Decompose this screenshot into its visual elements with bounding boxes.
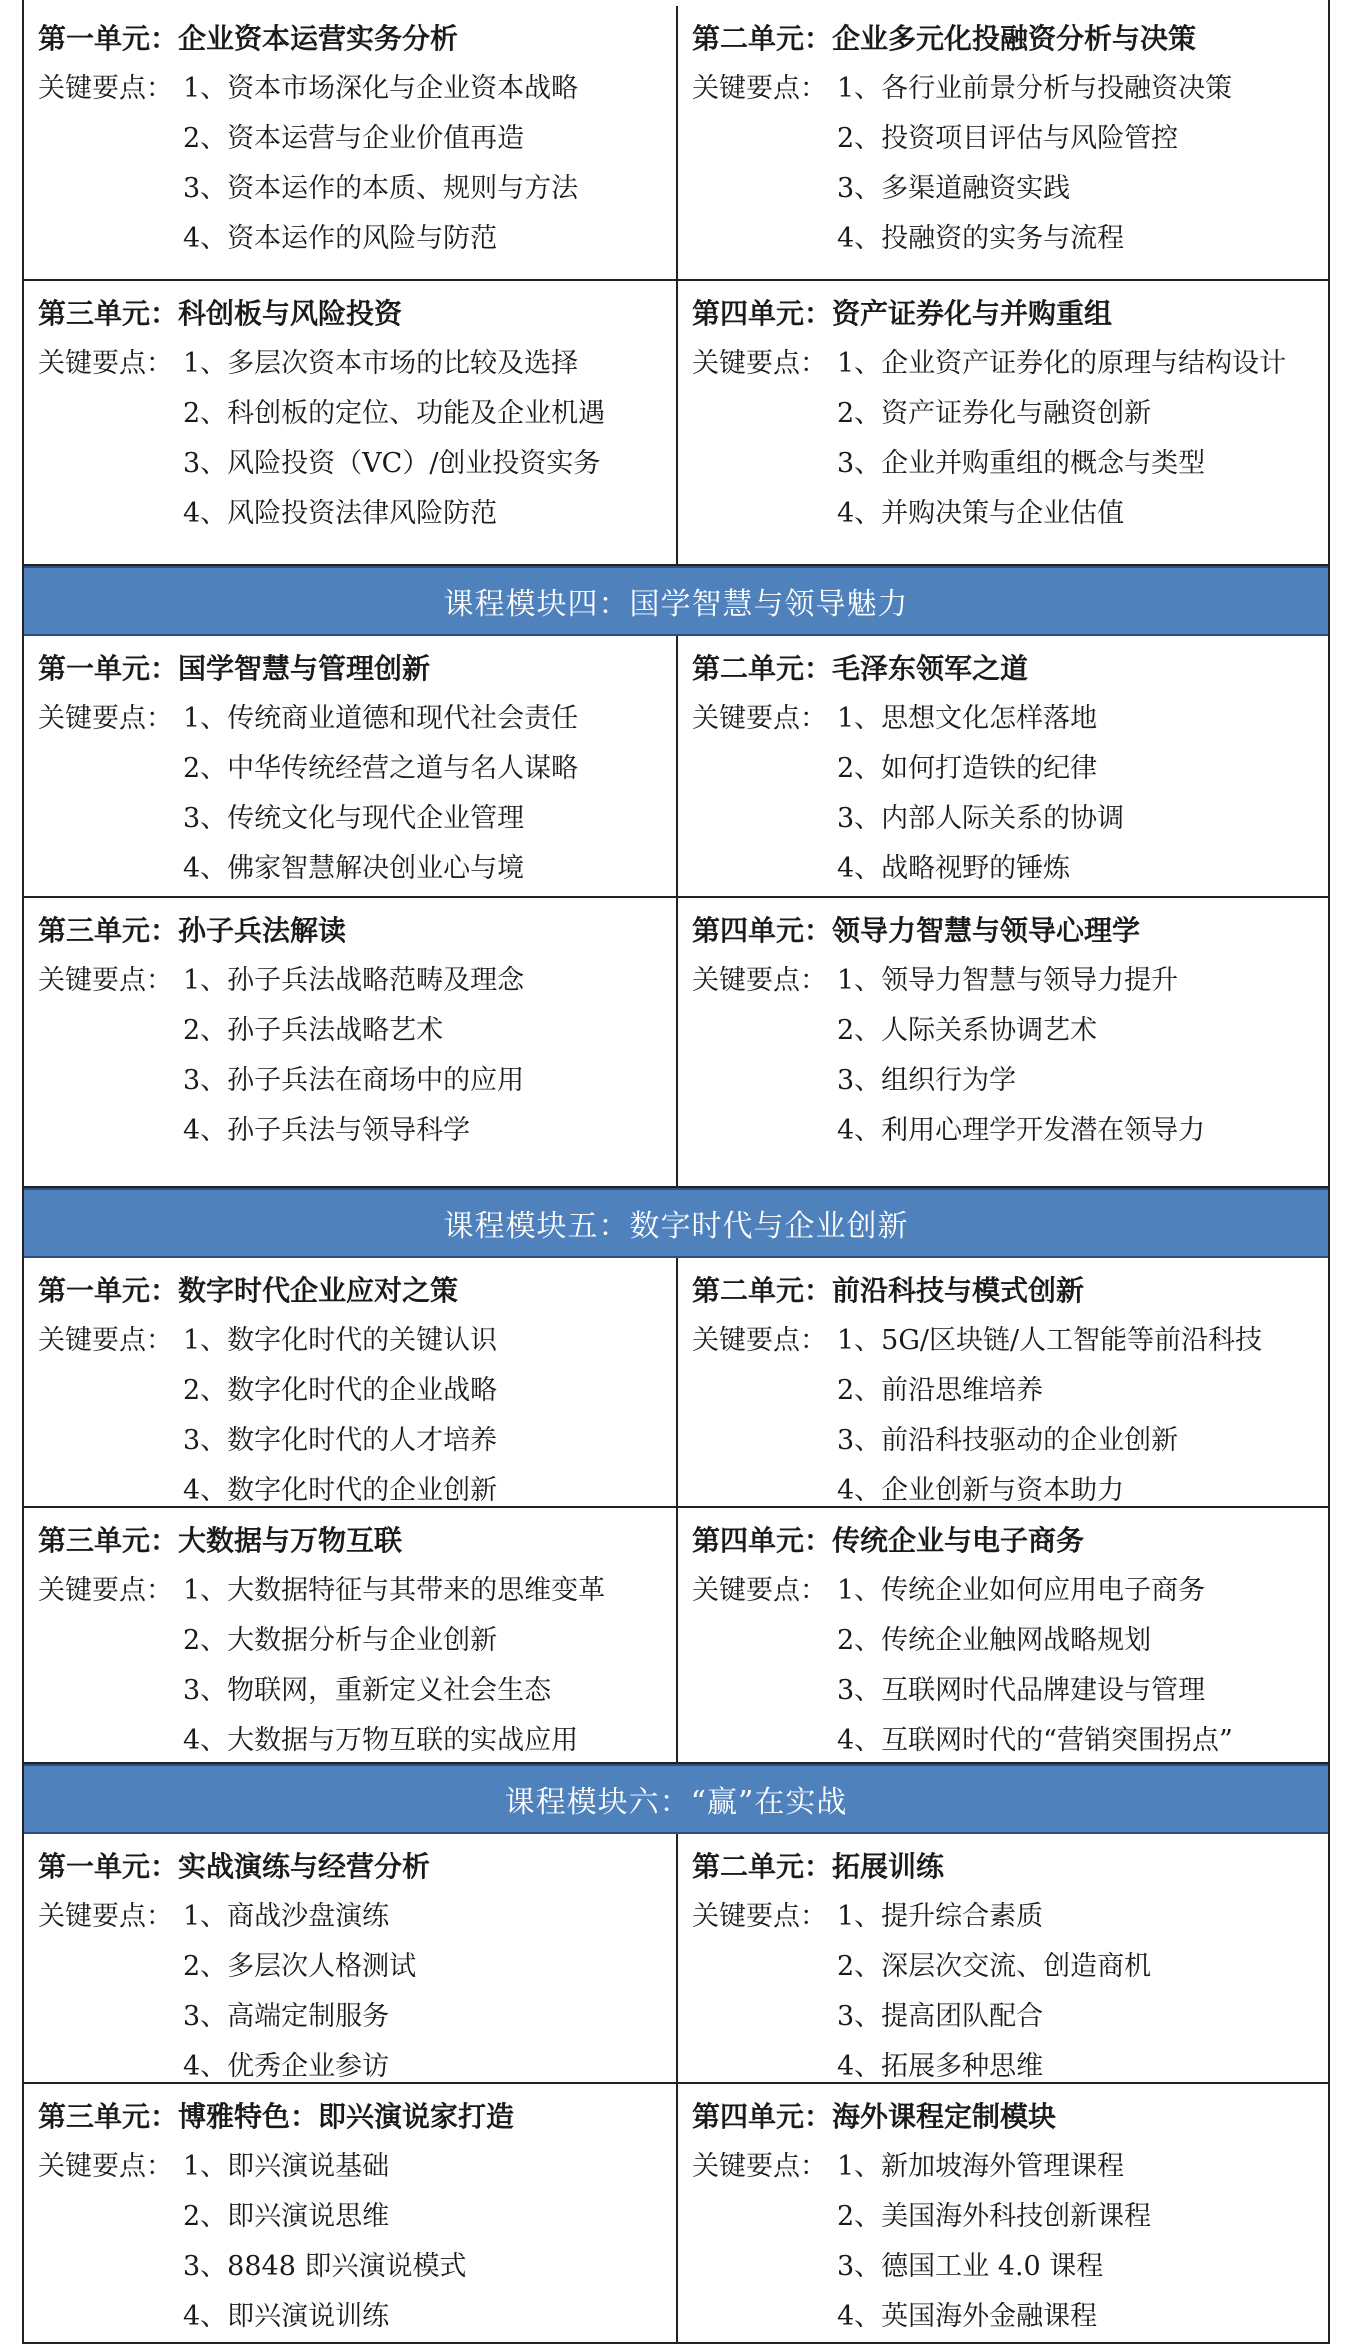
indent-spacer — [692, 2042, 837, 2082]
course-module — [22, 0, 1330, 566]
indent-spacer — [38, 1616, 183, 1666]
indent-spacer — [692, 439, 837, 489]
key-point-line — [38, 114, 668, 164]
indent-spacer — [692, 1006, 837, 1056]
key-points-line — [692, 2142, 1320, 2192]
key-points-label: 关键要点： — [38, 1325, 173, 1356]
indent-spacer — [692, 389, 837, 439]
key-point-item: 2、即兴演说思维 — [183, 2201, 390, 2232]
key-point-item: 3、互联网时代品牌建设与管理 — [837, 1675, 1206, 1706]
key-point-item: 4、拓展多种思维 — [837, 2051, 1044, 2082]
key-point-line — [692, 744, 1320, 794]
module-title: 课程模块四：国学智慧与领导魅力 — [24, 566, 1328, 636]
key-points-line — [692, 339, 1320, 389]
key-point-item: 3、物联网，重新定义社会生态 — [183, 1675, 552, 1706]
course-module — [22, 1188, 1330, 1764]
key-point-item: 1、传统商业道德和现代社会责任 — [183, 703, 579, 734]
unit-cell — [24, 1258, 676, 1506]
key-point-item: 2、数字化时代的企业战略 — [183, 1375, 498, 1406]
key-point-line — [38, 214, 668, 264]
key-point-item: 1、5G/区块链/人工智能等前沿科技 — [837, 1325, 1263, 1356]
key-point-line — [38, 2242, 668, 2292]
indent-spacer — [38, 794, 183, 844]
unit-cell — [676, 1508, 1328, 1762]
key-point-item: 2、多层次人格测试 — [183, 1951, 417, 1982]
indent-spacer — [38, 489, 183, 539]
key-point-line — [38, 1616, 668, 1666]
key-point-line — [38, 439, 668, 489]
key-point-line — [692, 1992, 1320, 2042]
key-point-item: 3、孙子兵法在商场中的应用 — [183, 1065, 525, 1096]
key-point-line — [692, 389, 1320, 439]
key-points-label: 关键要点： — [38, 965, 173, 996]
key-point-item: 4、战略视野的锤炼 — [837, 853, 1071, 884]
key-point-item: 3、8848 即兴演说模式 — [183, 2251, 467, 2282]
key-point-line — [692, 1056, 1320, 1106]
unit-cell — [676, 1834, 1328, 2082]
indent-spacer — [38, 744, 183, 794]
key-point-line — [38, 2042, 668, 2082]
key-point-line — [38, 1992, 668, 2042]
indent-spacer — [692, 844, 837, 894]
key-point-line — [692, 164, 1320, 214]
key-point-item: 4、利用心理学开发潜在领导力 — [837, 1115, 1206, 1146]
key-point-item: 4、风险投资法律风险防范 — [183, 498, 498, 529]
unit-cell — [24, 898, 676, 1186]
key-point-item: 1、提升综合素质 — [837, 1901, 1044, 1932]
key-point-item: 4、孙子兵法与领导科学 — [183, 1115, 471, 1146]
unit-row — [24, 6, 1328, 281]
unit-heading: 第四单元：海外课程定制模块 — [692, 2100, 1057, 2133]
key-point-line — [38, 1416, 668, 1466]
key-point-item: 3、数字化时代的人才培养 — [183, 1425, 498, 1456]
unit-row — [24, 1258, 1328, 1508]
indent-spacer — [38, 1106, 183, 1156]
key-point-item: 2、资本运营与企业价值再造 — [183, 123, 525, 154]
unit-heading: 第三单元：科创板与风险投资 — [38, 297, 403, 330]
indent-spacer — [692, 2292, 837, 2342]
course-document — [22, 0, 1330, 2344]
indent-spacer — [692, 744, 837, 794]
key-point-item: 4、互联网时代的“营销突围拐点” — [837, 1725, 1233, 1756]
key-points-line — [38, 64, 668, 114]
key-points-label: 关键要点： — [692, 965, 827, 996]
key-point-line — [692, 1106, 1320, 1156]
key-point-line — [38, 2292, 668, 2342]
key-point-item: 3、提高团队配合 — [837, 2001, 1044, 2032]
key-point-item: 3、内部人际关系的协调 — [837, 803, 1125, 834]
unit-heading: 第一单元：企业资本运营实务分析 — [38, 22, 459, 55]
key-point-item: 2、如何打造铁的纪律 — [837, 753, 1098, 784]
unit-heading: 第四单元：领导力智慧与领导心理学 — [692, 914, 1141, 947]
key-point-item: 4、投融资的实务与流程 — [837, 223, 1125, 254]
indent-spacer — [38, 1992, 183, 2042]
key-point-item: 1、商战沙盘演练 — [183, 1901, 390, 1932]
key-point-item: 1、孙子兵法战略范畴及理念 — [183, 965, 525, 996]
key-points-line — [692, 1892, 1320, 1942]
key-point-item: 2、孙子兵法战略艺术 — [183, 1015, 444, 1046]
indent-spacer — [38, 214, 183, 264]
key-points-label: 关键要点： — [692, 348, 827, 379]
indent-spacer — [38, 164, 183, 214]
indent-spacer — [38, 439, 183, 489]
unit-row — [24, 1508, 1328, 1764]
indent-spacer — [692, 1416, 837, 1466]
key-points-label: 关键要点： — [38, 2151, 173, 2182]
key-point-item: 1、传统企业如何应用电子商务 — [837, 1575, 1206, 1606]
key-point-line — [38, 744, 668, 794]
indent-spacer — [38, 1006, 183, 1056]
indent-spacer — [692, 1616, 837, 1666]
key-point-line — [692, 844, 1320, 894]
key-point-item: 4、佛家智慧解决创业心与境 — [183, 853, 525, 884]
key-point-item: 1、思想文化怎样落地 — [837, 703, 1098, 734]
indent-spacer — [38, 2042, 183, 2082]
unit-cell — [676, 636, 1328, 896]
indent-spacer — [38, 1942, 183, 1992]
indent-spacer — [38, 389, 183, 439]
key-points-line — [38, 339, 668, 389]
key-point-item: 4、大数据与万物互联的实战应用 — [183, 1725, 579, 1756]
key-point-line — [692, 489, 1320, 539]
key-points-label: 关键要点： — [38, 1901, 173, 1932]
key-points-label: 关键要点： — [38, 73, 173, 104]
key-point-item: 4、英国海外金融课程 — [837, 2301, 1098, 2332]
key-point-item: 4、企业创新与资本助力 — [837, 1475, 1125, 1506]
key-point-item: 1、资本市场深化与企业资本战略 — [183, 73, 579, 104]
key-point-line — [38, 164, 668, 214]
indent-spacer — [38, 114, 183, 164]
indent-spacer — [38, 1466, 183, 1506]
indent-spacer — [692, 1366, 837, 1416]
unit-row — [24, 281, 1328, 566]
key-point-item: 1、领导力智慧与领导力提升 — [837, 965, 1179, 996]
key-point-line — [692, 2242, 1320, 2292]
indent-spacer — [692, 2192, 837, 2242]
unit-cell — [676, 1258, 1328, 1506]
unit-heading: 第二单元：企业多元化投融资分析与决策 — [692, 22, 1197, 55]
unit-row — [24, 1834, 1328, 2084]
indent-spacer — [692, 1466, 837, 1506]
unit-heading: 第一单元：数字时代企业应对之策 — [38, 1274, 459, 1307]
unit-cell — [24, 281, 676, 564]
key-point-line — [692, 1942, 1320, 1992]
key-point-item: 3、企业并购重组的概念与类型 — [837, 448, 1206, 479]
unit-heading: 第二单元：前沿科技与模式创新 — [692, 1274, 1085, 1307]
key-points-label: 关键要点： — [692, 73, 827, 104]
key-point-line — [38, 1716, 668, 1762]
indent-spacer — [38, 844, 183, 894]
indent-spacer — [692, 1992, 837, 2042]
key-point-item: 4、资本运作的风险与防范 — [183, 223, 498, 254]
key-point-line — [38, 844, 668, 894]
key-point-item: 3、组织行为学 — [837, 1065, 1017, 1096]
key-point-item: 2、投资项目评估与风险管控 — [837, 123, 1179, 154]
key-point-line — [692, 214, 1320, 264]
unit-cell — [24, 1834, 676, 2082]
key-points-label: 关键要点： — [38, 703, 173, 734]
key-point-item: 3、资本运作的本质、规则与方法 — [183, 173, 579, 204]
key-point-item: 2、美国海外科技创新课程 — [837, 2201, 1152, 2232]
key-point-item: 1、多层次资本市场的比较及选择 — [183, 348, 579, 379]
key-points-line — [692, 1316, 1320, 1366]
key-point-line — [692, 1466, 1320, 1506]
indent-spacer — [38, 1416, 183, 1466]
unit-heading: 第一单元：国学智慧与管理创新 — [38, 652, 431, 685]
key-point-line — [692, 2192, 1320, 2242]
indent-spacer — [38, 1666, 183, 1716]
unit-cell — [676, 6, 1328, 279]
key-point-line — [692, 439, 1320, 489]
key-point-item: 2、大数据分析与企业创新 — [183, 1625, 498, 1656]
indent-spacer — [38, 2292, 183, 2342]
key-point-item: 3、多渠道融资实践 — [837, 173, 1071, 204]
indent-spacer — [38, 2242, 183, 2292]
unit-heading: 第二单元：拓展训练 — [692, 1850, 945, 1883]
key-point-line — [692, 1006, 1320, 1056]
course-module — [22, 566, 1330, 1188]
key-point-line — [38, 1666, 668, 1716]
key-point-line — [692, 794, 1320, 844]
key-point-line — [692, 2292, 1320, 2342]
unit-heading: 第三单元：大数据与万物互联 — [38, 1524, 403, 1557]
key-points-line — [38, 1316, 668, 1366]
key-point-item: 4、优秀企业参访 — [183, 2051, 390, 2082]
key-point-item: 1、大数据特征与其带来的思维变革 — [183, 1575, 606, 1606]
indent-spacer — [38, 1716, 183, 1762]
key-point-line — [692, 2042, 1320, 2082]
key-point-line — [692, 1716, 1320, 1762]
unit-heading: 第四单元：传统企业与电子商务 — [692, 1524, 1085, 1557]
indent-spacer — [692, 164, 837, 214]
unit-row — [24, 898, 1328, 1188]
course-module — [22, 1764, 1330, 2344]
key-point-line — [692, 1616, 1320, 1666]
unit-cell — [676, 2084, 1328, 2342]
key-points-line — [692, 694, 1320, 744]
unit-cell — [24, 2084, 676, 2342]
unit-heading: 第三单元：孙子兵法解读 — [38, 914, 347, 947]
indent-spacer — [692, 214, 837, 264]
unit-row — [24, 636, 1328, 898]
key-point-line — [38, 1056, 668, 1106]
indent-spacer — [692, 114, 837, 164]
key-point-line — [38, 794, 668, 844]
key-point-line — [38, 1942, 668, 1992]
key-points-line — [38, 1892, 668, 1942]
key-point-item: 2、中华传统经营之道与名人谋略 — [183, 753, 579, 784]
key-point-line — [38, 489, 668, 539]
key-point-item: 2、科创板的定位、功能及企业机遇 — [183, 398, 606, 429]
indent-spacer — [38, 1366, 183, 1416]
key-point-line — [38, 2192, 668, 2242]
key-point-item: 3、风险投资（VC）/创业投资实务 — [183, 448, 601, 479]
key-point-item: 3、前沿科技驱动的企业创新 — [837, 1425, 1179, 1456]
key-points-label: 关键要点： — [692, 703, 827, 734]
key-points-label: 关键要点： — [692, 1901, 827, 1932]
key-points-label: 关键要点： — [692, 2151, 827, 2182]
module-title: 课程模块五：数字时代与企业创新 — [24, 1188, 1328, 1258]
key-point-line — [38, 1006, 668, 1056]
key-points-line — [38, 2142, 668, 2192]
indent-spacer — [692, 1942, 837, 1992]
key-point-line — [38, 1466, 668, 1506]
key-point-item: 4、数字化时代的企业创新 — [183, 1475, 498, 1506]
key-points-label: 关键要点： — [38, 348, 173, 379]
indent-spacer — [38, 1056, 183, 1106]
unit-cell — [676, 281, 1328, 564]
key-point-item: 2、资产证券化与融资创新 — [837, 398, 1152, 429]
indent-spacer — [38, 2192, 183, 2242]
key-point-item: 2、前沿思维培养 — [837, 1375, 1044, 1406]
key-point-item: 1、数字化时代的关键认识 — [183, 1325, 498, 1356]
unit-cell — [24, 636, 676, 896]
unit-row — [24, 2084, 1328, 2344]
key-points-label: 关键要点： — [692, 1325, 827, 1356]
unit-heading: 第三单元：博雅特色：即兴演说家打造 — [38, 2100, 515, 2133]
unit-cell — [676, 898, 1328, 1186]
unit-cell — [24, 1508, 676, 1762]
key-point-line — [38, 1366, 668, 1416]
key-point-item: 1、各行业前景分析与投融资决策 — [837, 73, 1233, 104]
key-point-line — [692, 1666, 1320, 1716]
key-points-line — [38, 956, 668, 1006]
unit-heading: 第一单元：实战演练与经营分析 — [38, 1850, 431, 1883]
module-title: 课程模块六：“赢”在实战 — [24, 1764, 1328, 1834]
key-point-item: 3、传统文化与现代企业管理 — [183, 803, 525, 834]
key-point-item: 4、即兴演说训练 — [183, 2301, 390, 2332]
key-point-item: 2、深层次交流、创造商机 — [837, 1951, 1152, 1982]
key-points-label: 关键要点： — [692, 1575, 827, 1606]
key-point-line — [38, 389, 668, 439]
indent-spacer — [692, 1716, 837, 1762]
key-points-line — [38, 694, 668, 744]
key-point-item: 1、企业资产证券化的原理与结构设计 — [837, 348, 1287, 379]
key-points-line — [692, 956, 1320, 1006]
indent-spacer — [692, 1106, 837, 1156]
key-points-line — [38, 1566, 668, 1616]
indent-spacer — [692, 489, 837, 539]
key-point-line — [692, 1416, 1320, 1466]
key-point-line — [692, 1366, 1320, 1416]
unit-heading: 第四单元：资产证券化与并购重组 — [692, 297, 1113, 330]
key-point-item: 1、新加坡海外管理课程 — [837, 2151, 1125, 2182]
key-point-item: 4、并购决策与企业估值 — [837, 498, 1125, 529]
indent-spacer — [692, 794, 837, 844]
key-point-item: 2、人际关系协调艺术 — [837, 1015, 1098, 1046]
key-point-item: 1、即兴演说基础 — [183, 2151, 390, 2182]
unit-cell — [24, 6, 676, 279]
unit-heading: 第二单元：毛泽东领军之道 — [692, 652, 1029, 685]
key-point-item: 3、德国工业 4.0 课程 — [837, 2251, 1104, 2282]
key-points-line — [692, 64, 1320, 114]
key-point-line — [692, 114, 1320, 164]
key-point-item: 3、高端定制服务 — [183, 2001, 390, 2032]
key-points-line — [692, 1566, 1320, 1616]
indent-spacer — [692, 2242, 837, 2292]
key-point-line — [38, 1106, 668, 1156]
indent-spacer — [692, 1056, 837, 1106]
indent-spacer — [692, 1666, 837, 1716]
key-point-item: 2、传统企业触网战略规划 — [837, 1625, 1152, 1656]
key-points-label: 关键要点： — [38, 1575, 173, 1606]
